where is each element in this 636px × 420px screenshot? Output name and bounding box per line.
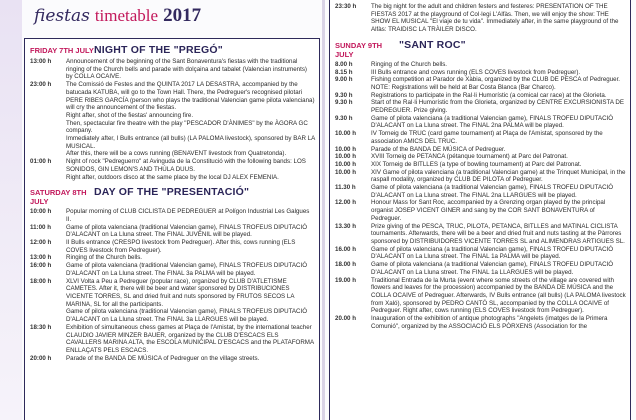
event-row	[30, 224, 315, 239]
event-description: Popular morning of CLUB CICLISTA DE PEDREGUER at Polígon Industrial Les Galgues II.	[66, 208, 310, 223]
title-prefix: fiestas	[34, 6, 90, 26]
event-description: Ringing of the Church bells.	[66, 254, 143, 262]
event-description: Start of the Ral·li Humorístic from the Glorieta, organized by CENTRE EXCURSIONISTA DE PEDREGUER. Prize giving.	[371, 99, 624, 115]
event-time: 16:00 h	[30, 262, 52, 270]
event-description: XIX Torneig de BITLLES (a type of bowling tournament) at Parc del Patronat.	[371, 160, 582, 168]
event-row	[30, 81, 315, 112]
event-time: 10:00 h	[30, 208, 52, 216]
event-time: 18:00 h	[30, 277, 52, 285]
event-time: 9.30 h	[335, 91, 353, 99]
event-description: IV Torneig de TRUC (card game tournament) at Plaça de l'Amistat, sponsored by the association AMICS DEL TRUC.	[371, 130, 603, 145]
event-row	[335, 277, 626, 316]
event-description: Right after, shot of the fiestas' announcing fire.	[66, 111, 194, 119]
event-time: 8.15 h	[335, 68, 353, 76]
event-row	[335, 92, 626, 100]
event-description: Inauguration of the exhibition of antique photographs "Angelets (imatges de la Primera Comunió", organized by the ASSOCIACIÓ ELS PÒRXENS (Association for the	[371, 315, 608, 330]
event-description: Game of pilota valenciana (traditional Valencian game), FINALS TROFEUS DIPUTACIÓ D'ALACANT on La Lluna street. The FINAL 3a LLARGUES will be played.	[66, 308, 308, 324]
event-time: 10.00 h	[335, 168, 356, 176]
event-row	[335, 69, 626, 77]
title-year: 2017	[163, 5, 202, 26]
event-time: 13.30 h	[335, 222, 356, 230]
event-description: Game of pilota valenciana (traditional Valencian game), FINALS TROFEUS DIPUTACIÓ D'ALACANT on La Lluna street. The FINAL JUVENIL will be played.	[66, 223, 308, 239]
event-time: 11:00 h	[30, 223, 51, 231]
day-header	[30, 186, 315, 206]
event-row	[335, 76, 626, 91]
event-row	[335, 261, 626, 276]
event-time: 12:00 h	[30, 239, 52, 247]
event-row	[30, 174, 315, 182]
day-header	[335, 39, 626, 59]
event-time	[30, 174, 66, 182]
event-description: Game of pilota valenciana (traditional Valencian game), FINALS TROFEUS DIPUTACIÓ D'ALACANT on La Lluna street. The FINAL 3a PALMA will be played.	[66, 262, 308, 277]
event-row	[30, 278, 315, 309]
day-date-label: SUNDAY 9TH JULY	[335, 40, 383, 59]
event-row	[335, 99, 626, 114]
event-time	[30, 135, 66, 150]
event-row	[30, 120, 315, 135]
event-time: 10.00 h	[335, 145, 356, 153]
continued-events	[330, 3, 630, 34]
event-time: 01:00 h	[30, 158, 52, 166]
event-row	[30, 112, 315, 120]
event-time: 23:30 h	[335, 3, 357, 10]
event-row	[30, 208, 315, 223]
right-timetable-frame	[329, 0, 631, 420]
event-row	[30, 355, 315, 363]
event-row	[335, 146, 626, 154]
event-time	[30, 308, 66, 323]
event-description: II Bulls entrance (CRESPO livestock from Pedreguer). After this, cows running (ELS COVES livestock from Pedreguer).	[66, 239, 296, 254]
event-row	[30, 324, 315, 355]
event-time: 16.00 h	[335, 245, 356, 253]
event-row	[335, 3, 626, 34]
day-title: "SANT ROC"	[399, 38, 466, 51]
event-row	[335, 246, 626, 261]
event-description: XIV Game of pilota valenciana (a traditional Valencian game) at the Trinquet Municipal, in the raspall modality, organized by CLUB DE PILOTA of Pedreguer.	[371, 168, 626, 184]
event-time: 13:00 h	[30, 58, 52, 65]
right-page	[325, 0, 636, 420]
event-time: 8.00 h	[335, 60, 353, 68]
event-time: 10.00 h	[335, 153, 356, 161]
event-row	[335, 315, 626, 330]
event-row	[30, 158, 315, 173]
day-header	[30, 44, 315, 56]
event-time: 9.00 h	[335, 76, 353, 84]
event-time: 9.30 h	[335, 114, 353, 122]
day-title: DAY OF THE "PRESENTACIÓ"	[94, 186, 250, 199]
event-description: Parade of the BANDA DE MÚSICA of Pedreguer on the village streets.	[66, 354, 260, 362]
event-description: Immediately after, I Bulls entrance (all bulls) (LA PALOMA livestock), sponsored by BAR LA MUSICAL.	[66, 135, 315, 150]
day-date-label: FRIDAY 7TH JULY	[30, 46, 94, 55]
day-title: NIGHT OF THE "PREGÓ"	[94, 44, 223, 56]
event-row	[335, 223, 626, 246]
event-time: 11.30 h	[335, 184, 356, 192]
day-date-label: SATURDAY 8TH JULY	[30, 188, 87, 207]
event-description: The big night for the adult and children festers and festeres: PRESENTATION OF THE FIESTAS 2017 at the playground of Col·legi L'Alfàs. Then, we will enjoy the show: THE SHOW EL MUSICAL "El viaje de tu vida". Immediately after, in the same playground of the Alfàs: TRAIDISC LA TRÀILER DISCO.	[371, 3, 619, 34]
event-row	[335, 130, 626, 145]
event-description: Game of pilota valenciana (a traditional Valencian game), FINALS TROFEU DIPUTACIÓ D'ALACANT on La Lluna street. The FINAL 1a PALMA will be played.	[371, 245, 614, 261]
event-time	[30, 112, 66, 120]
event-time: 18.00 h	[335, 261, 356, 269]
event-row	[335, 115, 626, 130]
event-time: 19.00 h	[335, 276, 356, 284]
event-row	[30, 254, 315, 262]
event-row	[335, 199, 626, 222]
event-row	[30, 135, 315, 150]
event-description: Right after, outdoors disco at the same place by the local DJ ALEX FEMENIA.	[66, 173, 279, 181]
event-time: 23:00 h	[30, 81, 52, 89]
event-time	[30, 120, 66, 135]
event-row	[30, 150, 315, 158]
event-time: 20:00 h	[30, 354, 52, 362]
event-row	[30, 262, 315, 277]
left-timetable-frame	[24, 38, 320, 420]
event-description: Game of pilota valenciana (a traditional Valencian game), FINALS TROFEU DIPUTACIÓ D'ALACANT on La Lluna street. The FINAL 1a LLARGUES will be played.	[371, 261, 614, 276]
event-description: Traditional Entrada de la Murta (event where some streets of the village are covered with flowers and leaves for the procession) accompanied by the BANDA DE MÚSICA and the COLLA OCAIVE of Pedreguer. Afterwards, IV Bulls entrance (all bulls) (LA PALOMA livestock from Xaló), sponsored by PEDRO CANTÓ SL, accompanied by the COLLA OCAIVE of Pedreguer. Right after, cows running (ELS COVES livestock from Pedreguer).	[371, 276, 626, 315]
event-time: 12.00 h	[335, 199, 356, 207]
event-description: Honour Mass for Sant Roc, accompanied by a Grenzing organ played by the principal organist JOSEP VICENT GINER and sang by the COR SANT BONAVENTURA of Pedreguer.	[371, 199, 606, 222]
event-description: Game of pilota valenciana (a traditional Valencian game), FINALS TROFEU DIPUTACIÓ D'ALACANT on La Lluna street. The FINAL 2na PALMA will be played.	[371, 114, 614, 130]
page-title	[34, 5, 201, 35]
event-description: Announcement of the beginning of the Sant Bonaventura's fiestas with the traditional ringing of the Church bells and parade with dolçaina and tabalet (Valencian instruments) by COLLA OCAIVE.	[66, 58, 307, 81]
event-row	[335, 169, 626, 184]
event-description: Night of rock "Pedreguerro" at Avinguda de la Constitució with the following bands: LOS SONIDOS, GIN LEMON'S AND THÚLA DUUS.	[66, 158, 306, 173]
event-description: Exhibition of simultaneous chess games at Plaça de l'Amistat, by the international teacher CLAUDIO JAVIER MINZER BAUER, organized by the CLUB D'ESCACS ELS CAVALLERS MARINA ALTA, the ESCOLA MUNICIPAL D'ESCACS and the PLATAFORMA ENLLAÇATS PELS ESCACS.	[66, 323, 314, 354]
event-description: Parade of the BANDA DE MÚSICA of Pedreguer.	[371, 145, 506, 153]
event-description: XVIII Torneig de PETANCA (pétanque tournament) at Parc del Patronat.	[371, 153, 568, 161]
decorative-border	[0, 0, 22, 420]
event-time: 10.00 h	[335, 130, 356, 138]
event-description: Fishing competition at Parador de Xàbia, organized by the CLUB DE PESCA of Pedreguer. NOTE: Registrations will be held at Bar Costa Blanca (Bar Charco).	[371, 76, 621, 91]
title-main: timetable	[94, 6, 159, 25]
event-description: Registrations to participate in the Ral·li Humorístic (a comical car race) at the Glorieta.	[371, 91, 607, 99]
event-row	[335, 153, 626, 161]
event-time	[30, 150, 66, 158]
event-row	[335, 61, 626, 69]
event-row	[30, 239, 315, 254]
event-description: Prize giving of the PESCA, TRUC, PILOTA, PETANCA, BITLLES and MATINAL CICLISTA tournaments. Afterwards, there will be a beer and dried fruit and nuts tasting at the Pàrrores sponsored by DISTRIBUIDORES VICENTE TORRES SL and ALIMENDRAS ARTIGUES SL.	[371, 222, 625, 245]
event-row	[30, 58, 315, 81]
event-time: 13:00 h	[30, 254, 52, 262]
event-description: The Comissió de Festes and the QUINTA 2017 LA DESASTRA, accompanied by the batucada KATUBA, will go to the Town Hall. There, the Pedreguer's recognised pilotari PERE RIBES GARCÍA (person who plays the traditional Valencian game pilota valenciana) will cry the announcement of the fiestas.	[66, 81, 315, 112]
event-row	[30, 308, 315, 323]
event-description: XLVI Volta a Peu a Pedreguer (popular race), organized by CLUB D'ATLETISME CAMETES. After it, there will be beer and water sponsored by DISTRIBUCIONES VICENTE TORRES, SL and dried fruit and nuts sponsored by FRUTOS SECOS LA MARINA, SL for all the participants.	[66, 277, 295, 308]
event-time: 20.00 h	[335, 315, 356, 323]
event-description: After this, there will be a cows running (BENAVENT livestock from Quatretonda).	[66, 150, 287, 158]
event-description: Ringing of the Church bells.	[371, 60, 448, 68]
event-time: 18:30 h	[30, 323, 52, 331]
event-description: Game of pilota valenciana (a traditional Valencian game), FINALS TROFEU DIPUTACIÓ D'ALACANT on La Lluna street. The FINAL 2na LLARGUES will be played.	[371, 184, 614, 199]
event-time: 9.30 h	[335, 99, 353, 107]
event-description: Then, spectacular fire theatre with the play "PESCADOR D'ÀNIMES" by the ÀGORA GC company.	[66, 119, 308, 135]
event-row	[335, 161, 626, 169]
event-description: III Bulls entrance and cows running (ELS COVES livestock from Pedreguer).	[371, 68, 581, 76]
event-row	[335, 184, 626, 199]
event-time: 10.00 h	[335, 160, 356, 168]
